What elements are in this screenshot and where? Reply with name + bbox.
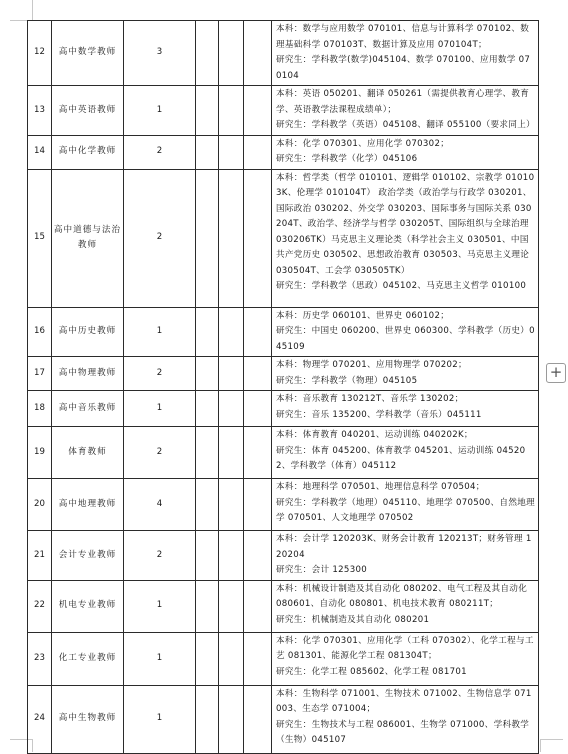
hiring-count: 2 bbox=[124, 427, 196, 479]
requirements-cell bbox=[272, 135, 539, 169]
row-number: 14 bbox=[28, 135, 52, 169]
empty-cell bbox=[244, 135, 272, 169]
add-button[interactable]: + bbox=[546, 363, 566, 383]
requirements-cell bbox=[272, 580, 539, 632]
empty-cell bbox=[244, 427, 272, 479]
position-name: 高中英语教师 bbox=[52, 86, 124, 136]
empty-cell bbox=[244, 357, 272, 391]
undergraduate-requirement: 本科：物理学 070201、应用物理学 070202； bbox=[276, 360, 467, 370]
table-row bbox=[28, 580, 539, 632]
row-number: 13 bbox=[28, 86, 52, 136]
empty-cell bbox=[244, 580, 272, 632]
hiring-count: 4 bbox=[124, 479, 196, 531]
table-row bbox=[28, 169, 539, 307]
graduate-requirement: 研究生：学科教学（英语）045108、翻译 055100（要求同上） bbox=[276, 120, 536, 130]
undergraduate-requirement: 本科：英语 050201、翻译 050261（需提供教育心理学、教育学、英语教学法课程成绩单）； bbox=[276, 89, 530, 115]
crop-mark-bottom-right bbox=[540, 739, 563, 752]
hiring-count: 2 bbox=[124, 135, 196, 169]
position-name: 体育教师 bbox=[52, 427, 124, 479]
empty-cell bbox=[219, 580, 244, 632]
position-name: 高中化学教师 bbox=[52, 135, 124, 169]
position-name: 高中历史教师 bbox=[52, 307, 124, 357]
empty-cell bbox=[219, 531, 244, 581]
hiring-count: 2 bbox=[124, 357, 196, 391]
row-number: 18 bbox=[28, 391, 52, 427]
requirements-cell bbox=[272, 632, 539, 685]
empty-cell bbox=[196, 685, 219, 753]
requirements-cell bbox=[272, 169, 539, 307]
graduate-requirement: 研究生：体育 045200、体育教学 045201、运动训练 045202、学科教学（体育）045112 bbox=[276, 445, 526, 471]
empty-cell bbox=[219, 391, 244, 427]
position-name: 化工专业教师 bbox=[52, 632, 124, 685]
hiring-count: 1 bbox=[124, 391, 196, 427]
graduate-requirement: 研究生：中国史 060200、世界史 060300、学科教学（历史）045109 bbox=[276, 326, 535, 352]
table-row bbox=[28, 685, 539, 753]
empty-cell bbox=[196, 169, 219, 307]
empty-cell bbox=[196, 531, 219, 581]
table-row bbox=[28, 86, 539, 136]
requirements-cell bbox=[272, 685, 539, 753]
graduate-requirement: 研究生：学科教学（物理）045105 bbox=[276, 375, 418, 386]
graduate-requirement: 研究生：化学工程 085602、化学工程 081701 bbox=[276, 666, 467, 677]
table-row bbox=[28, 531, 539, 581]
table-row bbox=[28, 479, 539, 531]
requirements-cell bbox=[272, 391, 539, 427]
requirements-cell bbox=[272, 21, 539, 86]
undergraduate-requirement: 本科：哲学类（哲学 010101、逻辑学 010102、宗教学 010103K、伦理学 010104T） 政治学类（政治学与行政学 030201、国际政治 030202、外交学 030203、国际事务与国际关系 030204T、政治学、经济学与哲学 030205T、国际组织与全球治理 030206TK）马克思主义理论类（科学社会主义 030501、中国共产党历史 030502、思想政治教育 030503、马克思主义理论 030504T、工会学 030505TK） bbox=[276, 172, 535, 276]
table-body bbox=[28, 21, 539, 754]
row-number: 22 bbox=[28, 580, 52, 632]
hiring-count: 1 bbox=[124, 580, 196, 632]
hiring-count: 2 bbox=[124, 531, 196, 581]
empty-cell bbox=[219, 169, 244, 307]
empty-cell bbox=[219, 479, 244, 531]
position-name: 高中数学教师 bbox=[52, 21, 124, 86]
row-number: 21 bbox=[28, 531, 52, 581]
position-name: 高中物理教师 bbox=[52, 357, 124, 391]
requirements-cell bbox=[272, 357, 539, 391]
position-name: 高中生物教师 bbox=[52, 685, 124, 753]
empty-cell bbox=[219, 135, 244, 169]
empty-cell bbox=[219, 307, 244, 357]
row-number: 17 bbox=[28, 357, 52, 391]
row-number: 19 bbox=[28, 427, 52, 479]
position-name: 高中地理教师 bbox=[52, 479, 124, 531]
row-number: 15 bbox=[28, 169, 52, 307]
empty-cell bbox=[244, 685, 272, 753]
table-row bbox=[28, 427, 539, 479]
row-number: 23 bbox=[28, 632, 52, 685]
row-number: 24 bbox=[28, 685, 52, 753]
position-name: 高中音乐教师 bbox=[52, 391, 124, 427]
undergraduate-requirement: 本科：会计学 120203K、财务会计教育 120213T；财务管理 120204 bbox=[276, 534, 532, 560]
requirements-cell bbox=[272, 531, 539, 581]
recruitment-table bbox=[27, 20, 539, 754]
empty-cell bbox=[244, 21, 272, 86]
row-number: 12 bbox=[28, 21, 52, 86]
empty-cell bbox=[196, 135, 219, 169]
table-row bbox=[28, 135, 539, 169]
undergraduate-requirement: 本科：机械设计制造及其自动化 080202、电气工程及其自动化 080601、自动化 080801、机电技术教育 080211T； bbox=[276, 583, 528, 609]
requirements-cell bbox=[272, 307, 539, 357]
graduate-requirement: 研究生：机械制造及其自动化 080201 bbox=[276, 614, 430, 625]
undergraduate-requirement: 本科：历史学 060101、世界史 060102； bbox=[276, 310, 450, 321]
undergraduate-requirement: 本科：化学 070301、应用化学 070302； bbox=[276, 138, 450, 149]
hiring-count: 2 bbox=[124, 169, 196, 307]
graduate-requirement: 研究生：学科教学(数学)045104、数学 070100、应用数学 070104 bbox=[276, 55, 531, 81]
undergraduate-requirement: 本科：音乐教育 130212T、音乐学 130202； bbox=[276, 394, 464, 404]
position-name: 高中道德与法治教师 bbox=[52, 169, 124, 307]
table-row bbox=[28, 307, 539, 357]
empty-cell bbox=[196, 479, 219, 531]
empty-cell bbox=[219, 632, 244, 685]
undergraduate-requirement: 本科：化学 070301、应用化学（工科 070302）、化学工程与工艺 081301、能源化学工程 081304T； bbox=[276, 635, 534, 661]
empty-cell bbox=[244, 86, 272, 136]
empty-cell bbox=[196, 21, 219, 86]
graduate-requirement: 研究生：会计 125300 bbox=[276, 565, 367, 575]
hiring-count: 1 bbox=[124, 632, 196, 685]
hiring-count: 3 bbox=[124, 21, 196, 86]
empty-cell bbox=[219, 685, 244, 753]
hiring-count: 1 bbox=[124, 86, 196, 136]
graduate-requirement: 研究生：学科教学（地理）045110、地理学 070500、自然地理学 070501、人文地理学 070502 bbox=[276, 497, 536, 523]
table-row bbox=[28, 391, 539, 427]
requirements-cell bbox=[272, 86, 539, 136]
graduate-requirement: 研究生：学科教学（思政）045102、马克思主义哲学 010100 bbox=[276, 281, 527, 291]
empty-cell bbox=[244, 169, 272, 307]
graduate-requirement: 研究生：生物技术与工程 086001、生物学 071000、学科教学（生物）045107 bbox=[276, 719, 530, 745]
row-number: 20 bbox=[28, 479, 52, 531]
undergraduate-requirement: 本科：体育教育 040201、运动训练 040202K； bbox=[276, 430, 473, 440]
empty-cell bbox=[196, 357, 219, 391]
undergraduate-requirement: 本科：地理科学 070501、地理信息科学 070504； bbox=[276, 482, 485, 492]
empty-cell bbox=[196, 632, 219, 685]
empty-cell bbox=[196, 391, 219, 427]
empty-cell bbox=[244, 531, 272, 581]
table-row bbox=[28, 632, 539, 685]
empty-cell bbox=[219, 357, 244, 391]
empty-cell bbox=[196, 427, 219, 479]
table-row bbox=[28, 357, 539, 391]
empty-cell bbox=[219, 21, 244, 86]
empty-cell bbox=[196, 86, 219, 136]
graduate-requirement: 研究生：音乐 135200、学科教学（音乐）045111 bbox=[276, 409, 482, 420]
empty-cell bbox=[219, 427, 244, 479]
empty-cell bbox=[244, 479, 272, 531]
position-name: 会计专业教师 bbox=[52, 531, 124, 581]
hiring-count: 1 bbox=[124, 307, 196, 357]
crop-mark-top-left bbox=[10, 0, 33, 21]
empty-cell bbox=[219, 86, 244, 136]
graduate-requirement: 研究生：学科教学（化学）045106 bbox=[276, 154, 418, 164]
empty-cell bbox=[196, 307, 219, 357]
empty-cell bbox=[244, 632, 272, 685]
position-name: 机电专业教师 bbox=[52, 580, 124, 632]
undergraduate-requirement: 本科：数学与应用数学 070101、信息与计算科学 070102、数理基础科学 070103T、数据计算及应用 070104T； bbox=[276, 24, 530, 50]
table-row bbox=[28, 21, 539, 86]
empty-cell bbox=[244, 307, 272, 357]
row-number: 16 bbox=[28, 307, 52, 357]
undergraduate-requirement: 本科：生物科学 071001、生物技术 071002、生物信息学 071003、生态学 071004； bbox=[276, 688, 532, 714]
empty-cell bbox=[244, 391, 272, 427]
empty-cell bbox=[196, 580, 219, 632]
hiring-count: 1 bbox=[124, 685, 196, 753]
requirements-cell bbox=[272, 427, 539, 479]
requirements-cell bbox=[272, 479, 539, 531]
